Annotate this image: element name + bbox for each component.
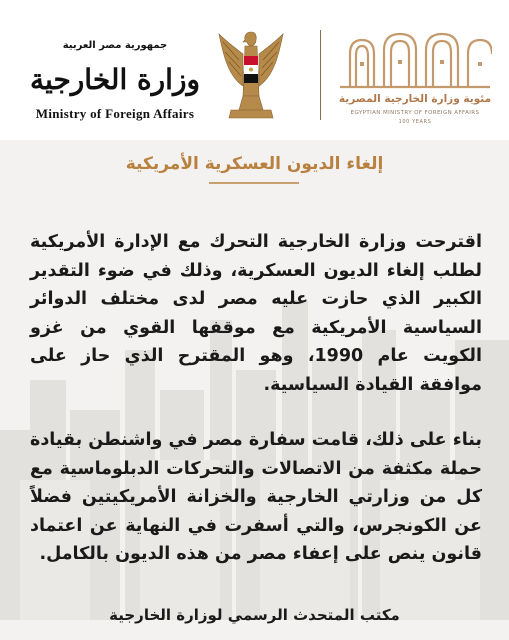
ministry-english-name: Ministry of Foreign Affairs: [35, 106, 195, 121]
statement-title: إلغاء الديون العسكرية الأمريكية: [125, 154, 384, 174]
spokesperson-signature: مكتب المتحدث الرسمي لوزارة الخارجية: [109, 606, 400, 624]
header-divider: [320, 30, 321, 120]
statement-body: [0, 140, 509, 640]
republic-name: جمهورية مصر العربية: [62, 40, 168, 51]
ministry-logo: [20, 26, 210, 126]
ministry-arabic-name: وزارة الخارجية: [30, 63, 200, 96]
centennial-english-text: EGYPTIAN MINISTRY OF FOREIGN AFFAIRS: [350, 110, 480, 116]
title-underline: [209, 182, 299, 184]
centennial-years-text: 100 YEARS: [398, 119, 432, 125]
statement-paragraph-2: بناء على ذلك، قامت سفارة مصر في واشنطن بقيادة حملة مكثفة من الاتصالات والتحركات الدبلوماسية مع كل من وزارتي الخارجية والخزانة الأمريكيتين فضلاً عن الكونجرس، والتي أسفرت في النهاية عن اعتماد قانون ينص على إعفاء مصر من هذه الديون بالكامل.: [30, 430, 482, 564]
centennial-arabic-text: مئوية وزارة الخارجية المصرية: [338, 93, 492, 105]
centennial-logo-block: [330, 26, 500, 126]
centennial-arches-icon: [338, 30, 492, 90]
header: [0, 0, 509, 140]
eagle-emblem-icon: [213, 26, 289, 126]
statement-paragraph-1: اقترحت وزارة الخارجية التحرك مع الإدارة الأمريكية لطلب إلغاء الديون العسكرية، وذلك في ضوء التقدير الكبير الذي حازت عليه مصر لدى مختلف الدوائر السياسية الأمريكية مع موقفها القوي من غزو الكويت عام 1990، وهو المقترح الذي حاز على موافقة القيادة السياسية.: [30, 232, 482, 395]
